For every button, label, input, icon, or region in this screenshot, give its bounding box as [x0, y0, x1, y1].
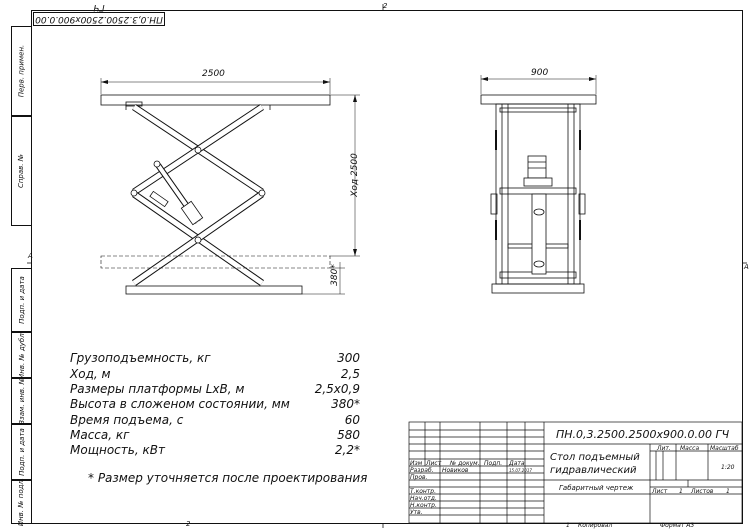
- tb-row-nkontr: Н.контр.: [410, 502, 437, 509]
- spec-value: 580: [337, 428, 360, 442]
- zone-label-bottom: 2: [186, 520, 191, 528]
- tb-razrab-name: Новиков: [442, 467, 469, 474]
- spec-row: [70, 428, 360, 444]
- spec-row: [70, 413, 360, 429]
- spec-value: 300: [337, 351, 360, 365]
- mirrored-designation-stamp: ПН.0,3.2500.2500х900.0.00 ГЧ: [33, 12, 165, 26]
- spec-row: [70, 397, 360, 413]
- tb-row-prov: Пров.: [410, 474, 428, 481]
- dim-front-width: 2500: [202, 69, 225, 79]
- spec-key: Масса, кг: [70, 428, 130, 442]
- side-label-reference: Справ. №: [17, 153, 26, 189]
- tb-sheet-no: 1: [679, 488, 683, 495]
- product-name-line1: Стол подъемный: [550, 452, 640, 463]
- footer-copied: Копировал: [578, 522, 613, 529]
- zone-label-right: А: [744, 263, 749, 271]
- spec-key: Ход, м: [70, 367, 111, 381]
- spec-value: 2,2*: [334, 443, 360, 457]
- tb-row-tkontr: Т.контр.: [410, 488, 437, 495]
- tb-header-sign: Подп.: [484, 460, 503, 467]
- footer-page: 1: [566, 522, 570, 529]
- side-label-sign-date-2: Подп. и дата: [17, 428, 26, 476]
- zone-label-left: А: [28, 252, 33, 260]
- dim-folded-height: 380*: [330, 264, 340, 286]
- spec-key: Высота в сложеном состоянии, мм: [70, 397, 290, 411]
- side-label-sign-date-1: Подп. и дата: [17, 276, 26, 324]
- spec-value: 2,5: [340, 367, 360, 381]
- tb-col-mass: Масса: [680, 445, 700, 452]
- side-label-replace-inv: Взам. инв. №: [17, 377, 26, 425]
- tb-row-razrab: Разраб.: [410, 467, 434, 474]
- tb-col-scale: Масштаб: [710, 445, 739, 452]
- spec-value: 380*: [331, 397, 360, 411]
- tb-row-utv: Утв.: [410, 509, 423, 516]
- spec-key: Мощность, кВт: [70, 443, 165, 457]
- tb-header-izm: Изм: [410, 460, 423, 467]
- tb-sheets-no: 1: [726, 488, 730, 495]
- zone-label-top: 2: [383, 2, 388, 10]
- designation: ПН.0,3.2500.2500х900.0.00 ГЧ: [556, 428, 730, 441]
- spec-row: [70, 382, 360, 398]
- dim-side-width: 900: [531, 68, 549, 78]
- spec-row: [70, 351, 360, 367]
- footnote: * Размер уточняется после проектирования: [88, 471, 368, 485]
- side-label-orig-inv: Инв. № подл.: [17, 477, 26, 527]
- tb-header-date: Дата: [509, 460, 525, 467]
- tb-sheet-label: Лист: [652, 488, 668, 495]
- dim-stroke: Ход 2500: [350, 153, 360, 197]
- spec-value: 60: [344, 413, 360, 427]
- side-view: [481, 75, 596, 293]
- tb-sheets-label: Листов: [691, 488, 714, 495]
- tb-header-list: Лист: [426, 460, 442, 467]
- doc-type: Габаритный чертеж: [559, 484, 634, 492]
- tb-scale-value: 1:20: [721, 464, 735, 471]
- spec-row: [70, 443, 360, 459]
- product-name-line2: гидравлический: [550, 465, 637, 476]
- side-label-first-use: Перв. примен.: [17, 44, 26, 98]
- tb-header-doc: № докум.: [450, 460, 480, 467]
- tb-razrab-date: 15.07.2017: [509, 468, 532, 473]
- side-label-dup-inv: Инв. № дубл.: [17, 331, 26, 379]
- spec-key: Размеры платформы LxB, м: [70, 382, 245, 396]
- tb-row-nach: Нач.отд.: [410, 495, 437, 502]
- spec-value: 2,5х0,9: [314, 382, 360, 396]
- footer-format: Формат А3: [660, 522, 695, 529]
- tb-col-lit: Лит.: [657, 445, 671, 452]
- title-block: [409, 422, 742, 523]
- spec-row: [70, 367, 360, 383]
- spec-key: Грузоподъемность, кг: [70, 351, 211, 365]
- front-view: [101, 78, 360, 294]
- spec-key: Время подъема, с: [70, 413, 184, 427]
